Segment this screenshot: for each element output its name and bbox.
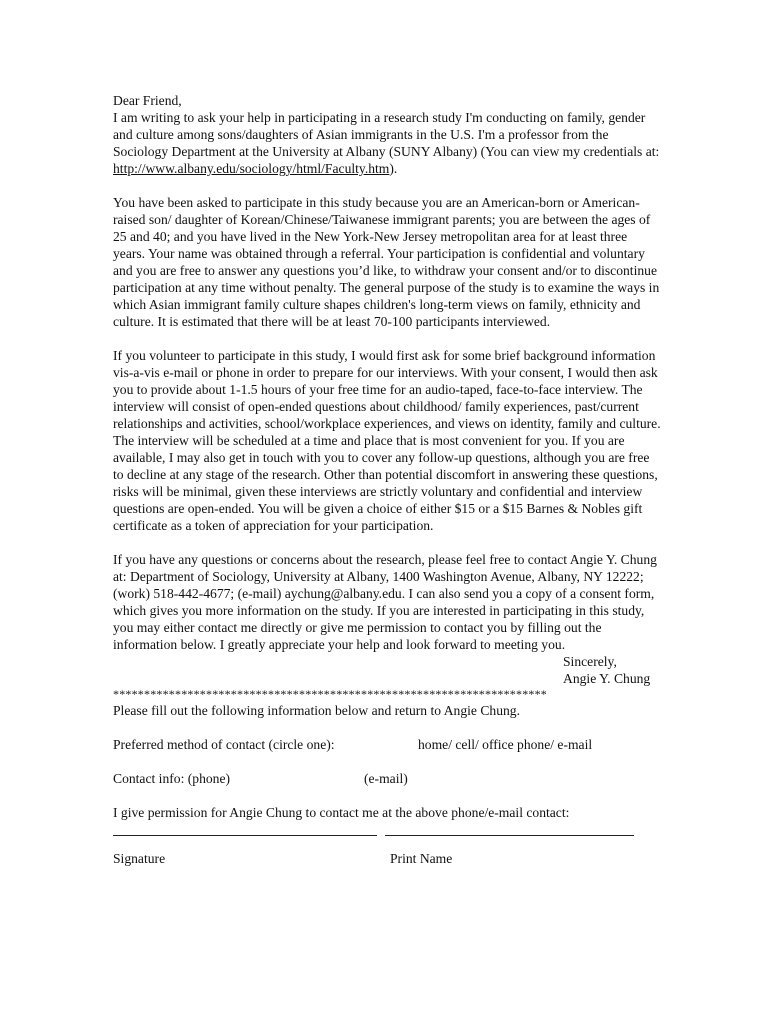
contact-method-row [113, 736, 661, 753]
paragraph-eligibility: You have been asked to participate in this study because you are an American-born or American-raised son/ daughter of Korean/Chinese/Taiwanese immigrant parents; you are between the ages of 25 and 40; and you have lived in the New York-New Jersey metropolitan area for at least three years. Your name was obtained through a referral. Your participation is confidential and voluntary and you are free to answer any questions you’d like, to withdraw your consent and/or to discontinue participation at any time without penalty. The general purpose of the study is to examine the ways in which Asian immigrant family culture shapes children's long-term views on family, ethnicity and culture. It is estimated that there will be at least 70-100 participants interviewed. [113, 195, 660, 329]
intro-text: I am writing to ask your help in participating in a research study I'm conducting on family, gender and culture among sons/daughters of Asian immigrants in the U.S. I'm a professor from the Sociology Department at the University at Albany (SUNY Albany) (You can view my credentials at: [113, 110, 660, 159]
paragraph-procedure: If you volunteer to participate in this study, I would first ask for some brief background information vis-a-vis e-mail or phone in order to prepare for our interviews. With your consent, I would then ask you to provide about 1-1.5 hours of your free time for an audio-taped, face-to-face interview. The interview will consist of open-ended questions about childhood/ family experiences, past/current relationships and activities, school/workplace experiences, and views on identity, family and culture. The interview will be scheduled at a time and place that is most convenient for you. If you are available, I may also get in touch with you to cover any follow-up questions, although you are free to decline at any stage of the research. Other than potential discomfort in answering these questions, risks will be minimal, given these interviews are strictly voluntary and confidential and interview questions are open-ended. You will be given a choice of either $15 or a $15 Barnes & Nobles gift certificate as a token of appreciation for your participation. [113, 348, 661, 533]
separator-line: ********************************************************************** [113, 687, 547, 701]
signer-name: Angie Y. Chung [563, 671, 651, 686]
contact-info-row [113, 770, 661, 787]
print-name-field[interactable] [385, 835, 634, 836]
salutation: Dear Friend, [113, 93, 182, 108]
faculty-link[interactable]: http://www.albany.edu/sociology/html/Faculty.htm [113, 161, 390, 176]
contact-email-label: (e-mail) [364, 771, 408, 786]
closing: Sincerely, [563, 654, 617, 669]
intro-text-end: ). [389, 161, 398, 176]
letter-page [113, 92, 661, 867]
permission-text: I give permission for Angie Chung to contact me at the above phone/e-mail contact: [113, 805, 570, 820]
paragraph-contact: If you have any questions or concerns about the research, please feel free to contact Angie Y. Chung at: Department of Sociology, University at Albany, 1400 Washington Avenue, Albany, NY 12222; (work) 518-442-4677; (e-mail) aychung@albany.edu. I can also send you a copy of a consent form, which gives you more information on the study. If you are interested in participating in this study, you may either contact me directly or give me permission to contact you by filling out the information below. I greatly appreciate your help and look forward to meeting you. [113, 552, 657, 652]
signature-field[interactable] [113, 835, 377, 836]
print-name-label: Print Name [390, 851, 453, 866]
signature-label: Signature [113, 851, 166, 866]
form-instruction: Please fill out the following information below and return to Angie Chung. [113, 703, 520, 718]
contact-method-label: Preferred method of contact (circle one): [113, 737, 335, 752]
paragraph-intro [113, 109, 661, 177]
contact-phone-label: Contact info: (phone) [113, 771, 231, 786]
signature-labels [113, 850, 661, 867]
contact-method-options[interactable]: home/ cell/ office phone/ e-mail [418, 737, 593, 752]
